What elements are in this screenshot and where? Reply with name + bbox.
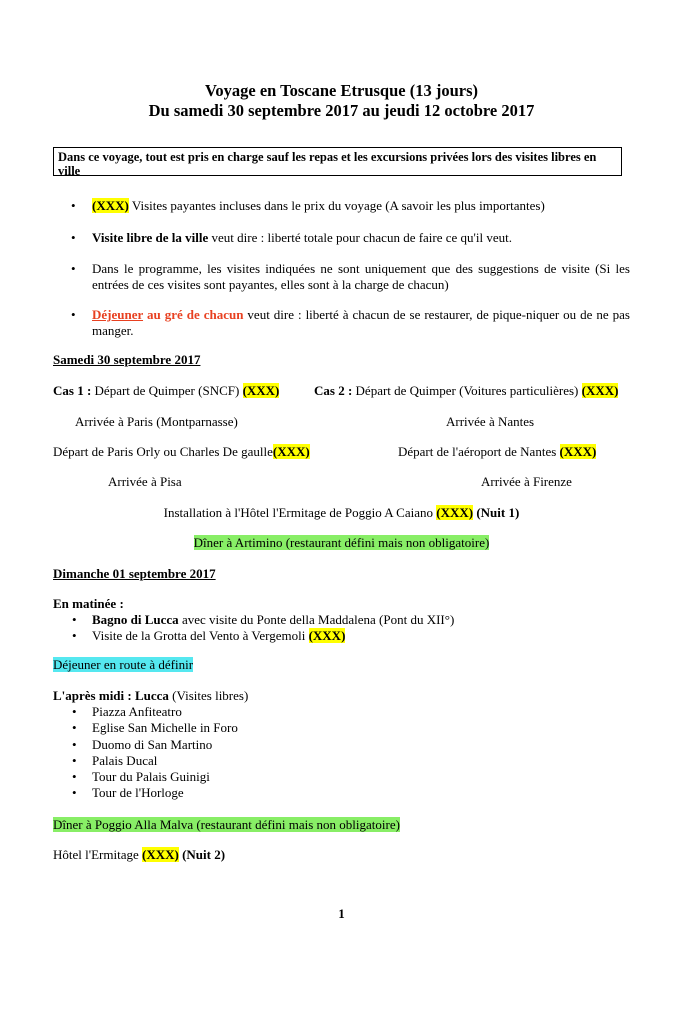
list-item: [72, 737, 238, 753]
case1-text: Départ de Quimper (SNCF): [91, 383, 243, 398]
bullet: •: [72, 769, 77, 785]
list-item: [72, 612, 454, 628]
day2-heading: Dimanche 01 septembre 2017: [53, 566, 216, 581]
departure-paris-text: Départ de Paris Orly ou Charles De gaulle: [53, 444, 273, 459]
case1-line: [53, 383, 279, 399]
dinner-day2-text: Dîner à Poggio Alla Malva (restaurant défini mais non obligatoire): [53, 817, 400, 832]
arrival-nantes: Arrivée à Nantes: [446, 414, 535, 429]
note-red: au gré de chacun: [143, 307, 244, 322]
bullet: •: [71, 198, 76, 213]
list-item-text: Palais Ducal: [92, 752, 158, 768]
list-item: [72, 628, 454, 644]
list-item-text: Piazza Anfiteatro: [92, 704, 182, 719]
lunch-day2-text: Déjeuner en route à définir: [53, 657, 194, 672]
bullet: •: [72, 628, 77, 644]
xxx-marker: (XXX): [559, 444, 597, 459]
afternoon-bold: L'après midi : Lucca: [53, 688, 169, 703]
bullet: •: [72, 612, 77, 627]
list-item-text: Tour de l'Horloge: [92, 785, 184, 801]
list-item: [72, 704, 238, 720]
departure-nantes-text: Départ de l'aéroport de Nantes: [398, 444, 560, 459]
note-text: Visites payantes incluses dans le prix du voyage (A savoir les plus importantes): [128, 198, 545, 213]
note-suggestions: [71, 261, 630, 293]
list-item: [72, 720, 238, 736]
hotel-text: Hôtel l'Ermitage: [53, 847, 142, 862]
intro-box: Dans ce voyage, tout est pris en charge sauf les repas et les excursions privées lors des visites libres en ville: [53, 147, 622, 176]
list-item-text: Eglise San Michelle in Foro: [92, 720, 238, 736]
night-label: (Nuit 1): [473, 505, 520, 520]
dinner-day1: [0, 535, 683, 551]
list-item-bold: Bagno di Lucca: [92, 612, 179, 627]
bullet: •: [72, 785, 77, 801]
list-item: [72, 785, 238, 801]
sights-list: [72, 704, 238, 802]
hotel-line-night1: [0, 505, 683, 521]
list-item: [72, 769, 238, 785]
case2-label: Cas 2 :: [314, 383, 353, 398]
arrival-pisa: Arrivée à Pisa: [108, 474, 182, 489]
arrival-paris: Arrivée à Paris (Montparnasse): [75, 414, 238, 429]
arrival-firenze: Arrivée à Firenze: [481, 474, 572, 489]
list-item-text: Tour du Palais Guinigi: [92, 769, 210, 785]
page-number: 1: [338, 906, 345, 921]
note-red-underlined: Déjeuner: [92, 307, 144, 322]
xxx-marker: (XXX): [308, 628, 346, 644]
case2-line: [314, 383, 618, 399]
bullet: •: [72, 736, 77, 752]
lunch-day2: [53, 657, 193, 673]
bullet: •: [72, 720, 77, 736]
title-line-2: Du samedi 30 septembre 2017 au jeudi 12 octobre 2017: [148, 101, 535, 120]
dinner-day1-text: Dîner à Artimino (restaurant défini mais non obligatoire): [193, 535, 490, 550]
dinner-day2: [53, 817, 400, 833]
xxx-marker: (XXX): [92, 198, 129, 213]
bullet: •: [72, 704, 77, 719]
list-item-text: Visite de la Grotta del Vento à Vergemoli: [92, 628, 309, 644]
xxx-marker: (XXX): [242, 383, 280, 398]
note-text: veut dire : liberté totale pour chacun de faire ce qu'il veut.: [208, 230, 513, 245]
bullet: •: [71, 261, 76, 276]
note-text: Dans le programme, les visites indiquées ne sont uniquement que des suggestions de visite (Si les entrées de ces visites sont payantes, elles sont à la charge de chacun): [92, 261, 630, 292]
xxx-marker: (XXX): [141, 847, 179, 862]
bullet: •: [71, 307, 76, 322]
xxx-marker: (XXX): [272, 444, 310, 459]
afternoon-label: [53, 688, 248, 704]
hotel-line-night2: [53, 847, 225, 863]
note-bold: Visite libre de la ville: [92, 230, 209, 245]
note-lunch: [71, 307, 630, 339]
note-text: veut dire : liberté à chacun de se restaurer, de pique-niquer ou de ne pas manger.: [92, 307, 630, 338]
departure-nantes: [398, 444, 596, 460]
list-item-text: Duomo di San Martino: [92, 736, 213, 752]
night-label: (Nuit 2): [178, 847, 226, 862]
afternoon-text: (Visites libres): [168, 688, 249, 703]
note-paid-visits: [71, 198, 630, 214]
list-item: [72, 753, 238, 769]
title-line-1: Voyage en Toscane Etrusque (13 jours): [204, 81, 479, 100]
hotel-text: Installation à l'Hôtel l'Ermitage de Poggio A Caiano: [163, 505, 437, 520]
xxx-marker: (XXX): [581, 383, 619, 398]
case1-label: Cas 1 :: [53, 383, 92, 398]
departure-paris: [53, 444, 310, 460]
morning-list: [72, 612, 454, 645]
list-item-text: avec visite du Ponte della Maddalena (Pont du XII°): [178, 612, 455, 627]
day1-heading: Samedi 30 septembre 2017: [53, 352, 201, 367]
bullet: •: [72, 752, 77, 768]
case2-text: Départ de Quimper (Voitures particulières): [352, 383, 582, 398]
morning-label: En matinée :: [53, 596, 124, 611]
note-free-visit: [71, 230, 630, 246]
xxx-marker: (XXX): [436, 505, 474, 520]
bullet: •: [71, 230, 76, 245]
